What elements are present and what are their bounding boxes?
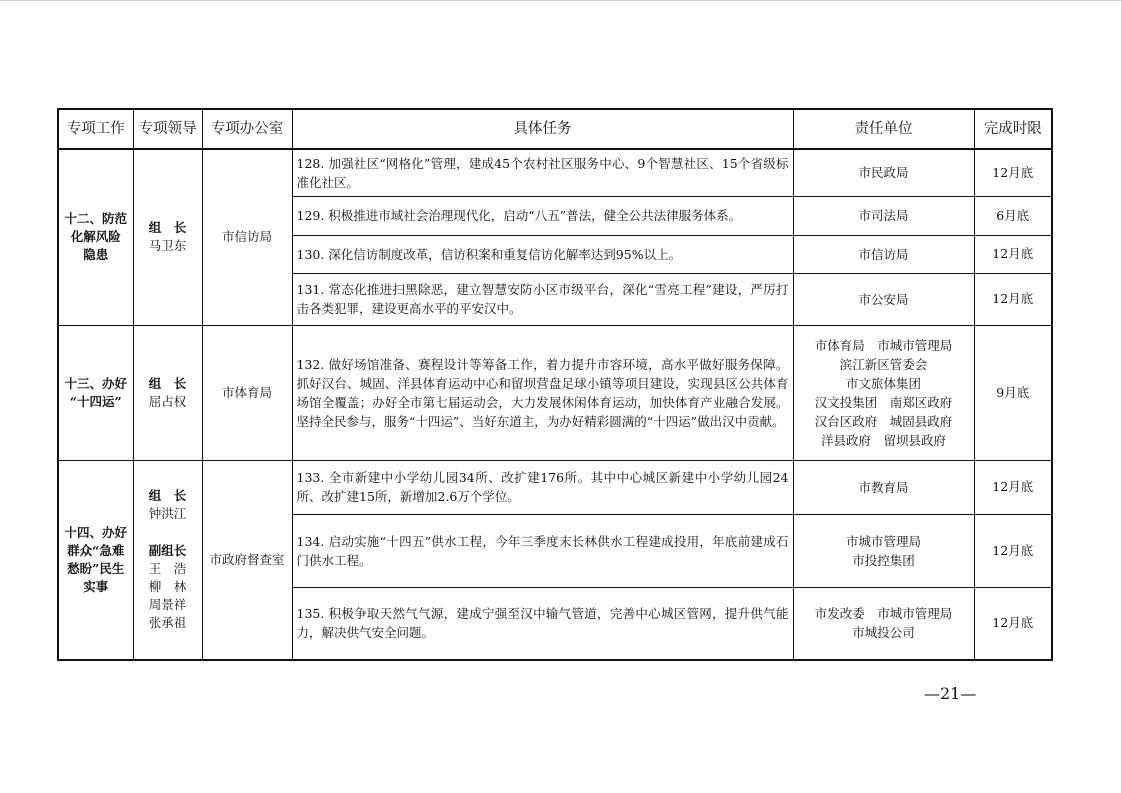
table-row xyxy=(58,325,1052,460)
unit-cell xyxy=(793,273,974,325)
unit-cell xyxy=(793,587,974,660)
leader-name: 屈占权 xyxy=(148,393,187,409)
unit-name: 市投控集团 xyxy=(852,552,915,568)
leader-name: 周景祥 xyxy=(148,597,187,613)
unit-name: 滨江新区管委会 xyxy=(839,356,928,372)
unit-cell xyxy=(793,460,974,514)
leader-cell xyxy=(133,460,202,660)
category-line: “十四运” xyxy=(69,393,122,409)
unit-name: 市城投公司 xyxy=(852,625,915,641)
table-header-row xyxy=(58,109,1052,149)
office-cell: 市信访局 xyxy=(202,149,292,325)
task-text: 130. 深化信访制度改革，信访积案和重复信访化解率达到95%以上。 xyxy=(292,235,793,273)
table-row xyxy=(58,460,1052,514)
unit-name: 市司法局 xyxy=(858,208,909,223)
task-text: 128. 加强社区“网格化”管理，建成45个农村社区服务中心、9个智慧社区、15个省级标准化社区。 xyxy=(292,149,793,196)
category-line: 实事 xyxy=(83,578,109,594)
category-line: 化解风险 xyxy=(70,229,121,245)
office-cell: 市体育局 xyxy=(202,325,292,460)
category-cell xyxy=(58,460,133,660)
deadline-cell: 12月底 xyxy=(974,149,1052,196)
deadline-cell: 12月底 xyxy=(974,587,1052,660)
office-cell: 市政府督查室 xyxy=(202,460,292,660)
leader-role: 组 长 xyxy=(148,375,187,391)
task-text: 132. 做好场馆准备、赛程设计等筹备工作，着力提升市容环境，高水平做好服务保障。抓好汉台、城固、洋县体育运动中心和留坝营盘足球小镇等项目建设，实现县区公共体育场馆全覆盖；办好全市第七届运动会，大力发展休闲体育运动，加快体育产业融合发展。坚持全民参与，服务“十四运”、当好东道主，为办好精彩圆满的“十四运”做出汉中贡献。 xyxy=(292,325,793,460)
leader-cell xyxy=(133,325,202,460)
page-number: —21— xyxy=(924,684,977,703)
task-text: 129. 积极推进市域社会治理现代化，启动“八五”普法，健全公共法律服务体系。 xyxy=(292,196,793,235)
category-line: 愁盼”民生 xyxy=(67,560,125,576)
unit-name: 市发改委 市城市管理局 xyxy=(814,606,953,622)
unit-name: 市教育局 xyxy=(858,479,909,495)
leader-role: 组 长 xyxy=(148,220,187,236)
table-row xyxy=(58,149,1052,196)
leader-name: 张承祖 xyxy=(148,615,187,631)
category-line: 群众“急难 xyxy=(67,542,125,558)
unit-cell xyxy=(793,149,974,196)
category-cell xyxy=(58,325,133,460)
leader-role: 组 长 xyxy=(148,488,187,504)
leader-cell xyxy=(133,149,202,325)
unit-cell xyxy=(793,235,974,273)
leader-role: 副组长 xyxy=(148,543,187,559)
category-line: 隐患 xyxy=(83,247,109,263)
header-special-work: 专项工作 xyxy=(58,109,133,149)
deadline-cell: 12月底 xyxy=(974,273,1052,325)
leader-name: 王 浩 xyxy=(148,561,187,577)
unit-name: 市公安局 xyxy=(858,291,909,307)
unit-cell xyxy=(793,514,974,587)
category-cell xyxy=(58,149,133,325)
leader-name: 钟洪江 xyxy=(148,506,187,522)
unit-name: 市民政局 xyxy=(858,165,909,181)
task-text: 135. 积极争取天然气气源，建成宁强至汉中输气管道，完善中心城区管网，提升供气能力，解决供气安全问题。 xyxy=(292,587,793,660)
unit-name: 市信访局 xyxy=(858,246,909,262)
deadline-cell: 12月底 xyxy=(974,235,1052,273)
header-specific-task: 具体任务 xyxy=(292,109,793,149)
unit-name: 洋县政府 留坝县政府 xyxy=(820,432,946,448)
header-deadline: 完成时限 xyxy=(974,109,1052,149)
deadline-cell: 12月底 xyxy=(974,514,1052,587)
header-special-leader: 专项领导 xyxy=(133,109,202,149)
task-text: 133. 全市新建中小学幼儿园34所、改扩建176所。其中中心城区新建中小学幼儿园24所、改扩建15所，新增加2.6万个学位。 xyxy=(292,460,793,514)
page-edge-top xyxy=(0,0,1122,1)
category-line: 十三、办好 xyxy=(64,375,127,391)
task-table xyxy=(57,108,1053,661)
header-special-office: 专项办公室 xyxy=(202,109,292,149)
deadline-cell: 6月底 xyxy=(974,196,1052,235)
task-text: 134. 启动实施“十四五”供水工程，今年三季度末长林供水工程建成投用，年底前建成石门供水工程。 xyxy=(292,514,793,587)
unit-name: 汉文投集团 南郑区政府 xyxy=(814,394,953,410)
deadline-cell: 12月底 xyxy=(974,460,1052,514)
leader-name: 柳 林 xyxy=(148,579,187,595)
unit-name: 市文旅体集团 xyxy=(845,375,921,391)
category-line: 十四、办好 xyxy=(64,524,127,540)
unit-cell xyxy=(793,196,974,235)
leader-name: 马卫东 xyxy=(148,238,187,254)
unit-name: 市体育局 市城市管理局 xyxy=(814,337,953,353)
task-text: 131. 常态化推进扫黑除恶，建立智慧安防小区市级平台，深化“雪亮工程”建设，严厉打击各类犯罪，建设更高水平的平安汉中。 xyxy=(292,273,793,325)
header-responsible-unit: 责任单位 xyxy=(793,109,974,149)
unit-name: 市城市管理局 xyxy=(845,533,921,549)
unit-name: 汉台区政府 城固县政府 xyxy=(814,413,953,429)
category-line: 十二、防范 xyxy=(64,211,127,227)
unit-cell xyxy=(793,325,974,460)
deadline-cell: 9月底 xyxy=(974,325,1052,460)
